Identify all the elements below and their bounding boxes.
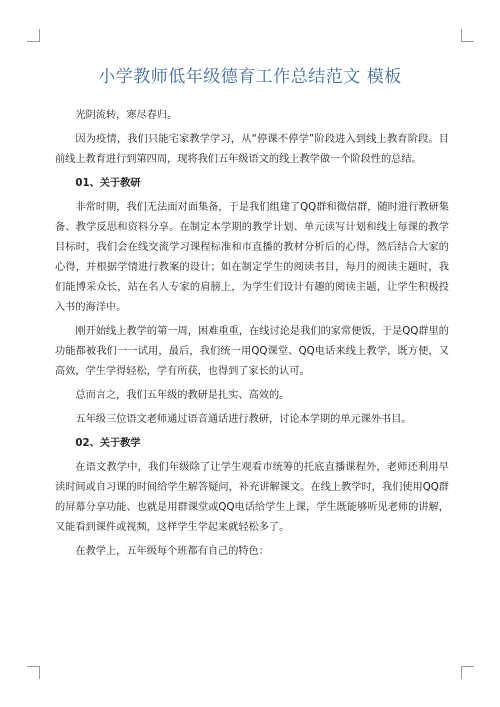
crop-mark-bottom-right (461, 666, 474, 679)
section2-paragraph: 在教学上，五年级每个班都有自己的特色： (75, 546, 269, 557)
section1-paragraph: 刚开始线上教学的第一周，困难重重，在线讨论是我们的家常便饭，于是QQ群里的功能都被我们一一试用，最后，我们统一用QQ课堂、QQ电话来线上教学，既方便，又高效，学生学得轻松，学有所获，也得到了家长的认可。 (55, 326, 449, 377)
section1-paragraph: 五年级三位语文老师通过语音通话进行教研，讨论本学期的单元课外书目。 (75, 414, 412, 425)
intro-paragraph: 光阴流转，寒尽春归。 (75, 110, 178, 121)
crop-mark-bottom-left (27, 666, 40, 679)
section-heading-teaching-research: 01、关于教研 (75, 178, 141, 189)
document-title: 小学教师低年级德育工作总结范文 模板 (98, 67, 402, 87)
intro-paragraph: 因为疫情，我们只能宅家教学学习，从“停课不停学”阶段进入到线上教育阶段。目前线上教育进行到第四周，现将我们五年级语文的线上教学做一个阶段性的总结。 (55, 134, 449, 165)
section1-paragraph: 总而言之，我们五年级的教研是扎实、高效的。 (75, 390, 290, 401)
crop-mark-top-left (27, 29, 40, 42)
crop-mark-top-right (461, 29, 474, 42)
document-body (55, 106, 449, 566)
section-heading-teaching: 02、关于教学 (75, 438, 141, 449)
section2-paragraph: 在语文教学中，我们年级除了让学生观看市统筹的托底直播课程外，老师还利用早读时间或自习课的时间给学生解答疑问，补充讲解课文。在线上教学时，我们使用QQ群的屏幕分享功能、也就是用群课堂或QQ电话给学生上课，学生既能够听见老师的讲解，又能看到课件或视频，这样学生学起来就轻松多了。 (55, 462, 449, 533)
section1-paragraph: 非常时期，我们无法面对面集备，于是我们组建了QQ群和微信群，随时进行教研集备、教学反思和资料分享。在制定本学期的教学计划、单元读写计划和线上每课的教学目标时，我们会在线交流学习课程标准和市直播的教材分析后的心得，然后结合大家的心得，并根据学情进行教案的设计；如在制定学生的阅读书目，每月的阅读主题时，我们能博采众长，站在名人专家的肩膀上，为学生们设计有趣的阅读主题，让学生积极投入书的海洋中。 (55, 202, 449, 313)
